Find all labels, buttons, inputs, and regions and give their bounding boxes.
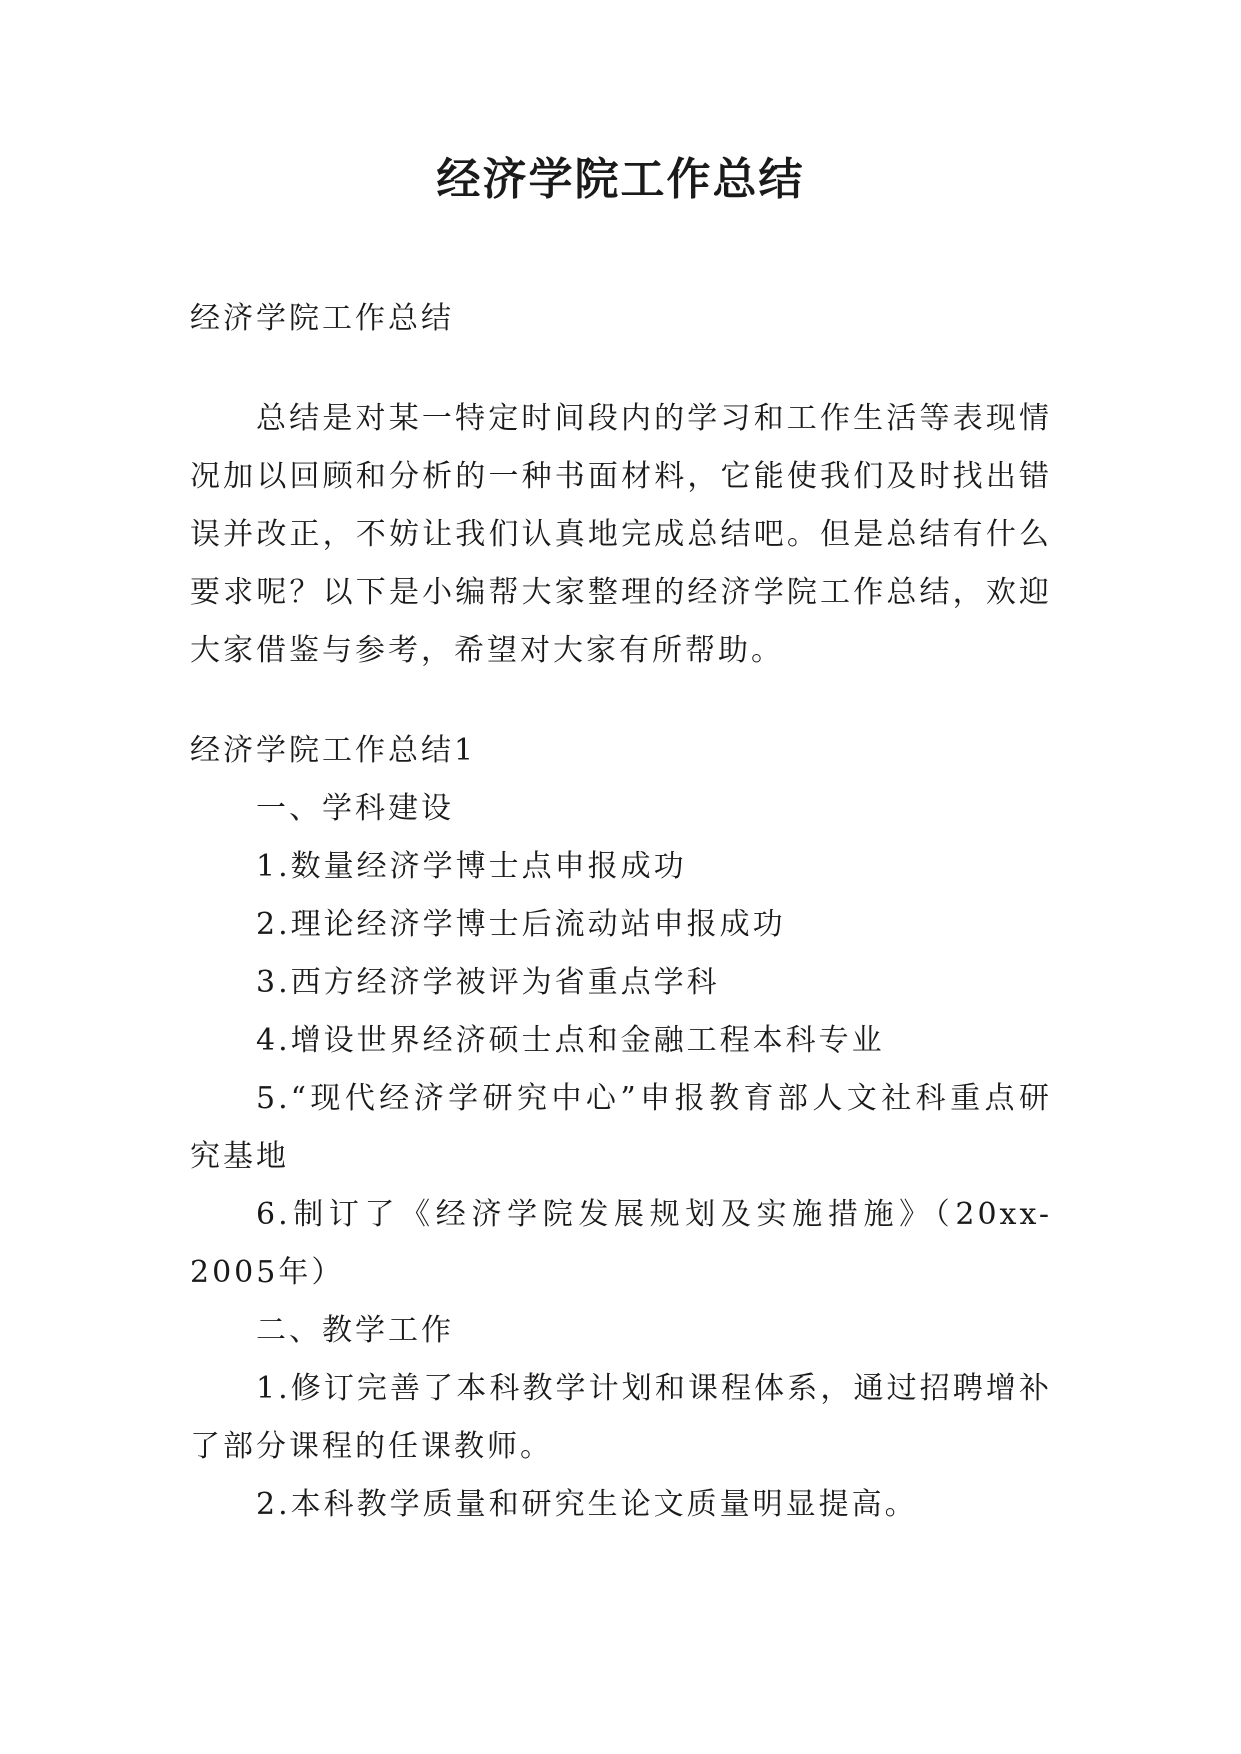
list-item: 2.理论经济学博士后流动站申报成功 (256, 907, 786, 942)
list-item: 1.数量经济学博士点申报成功 (256, 849, 687, 884)
list-item: 1.修订完善了本科教学计划和课程体系，通过招聘增补了部分课程的任课教师。 (190, 1371, 1052, 1464)
list-item: 6.制订了《经济学院发展规划及实施措施》（20xx-2005年） (190, 1197, 1052, 1290)
document-body (190, 290, 1052, 1534)
spacer (190, 348, 1052, 390)
list-item: 4.增设世界经济硕士点和金融工程本科专业 (256, 1023, 885, 1058)
intro-paragraph: 总结是对某一特定时间段内的学习和工作生活等表现情况加以回顾和分析的一种书面材料，它能使我们及时找出错误并改正，不妨让我们认真地完成总结吧。但是总结有什么要求呢？以下是小编帮大家整理的经济学院工作总结，欢迎大家借鉴与参考，希望对大家有所帮助。 (190, 401, 1052, 668)
part-heading-teaching: 二、教学工作 (256, 1313, 454, 1348)
list-item: 3.西方经济学被评为省重点学科 (256, 965, 720, 1000)
list-item: 2.本科教学质量和研究生论文质量明显提高。 (256, 1487, 918, 1522)
document-title: 经济学院工作总结 (436, 154, 805, 205)
section-heading: 经济学院工作总结1 (190, 733, 477, 768)
spacer (190, 680, 1052, 722)
part-heading-discipline: 一、学科建设 (256, 791, 454, 826)
document-subtitle: 经济学院工作总结 (190, 301, 454, 336)
list-item: 5.“现代经济学研究中心”申报教育部人文社科重点研究基地 (190, 1081, 1052, 1174)
